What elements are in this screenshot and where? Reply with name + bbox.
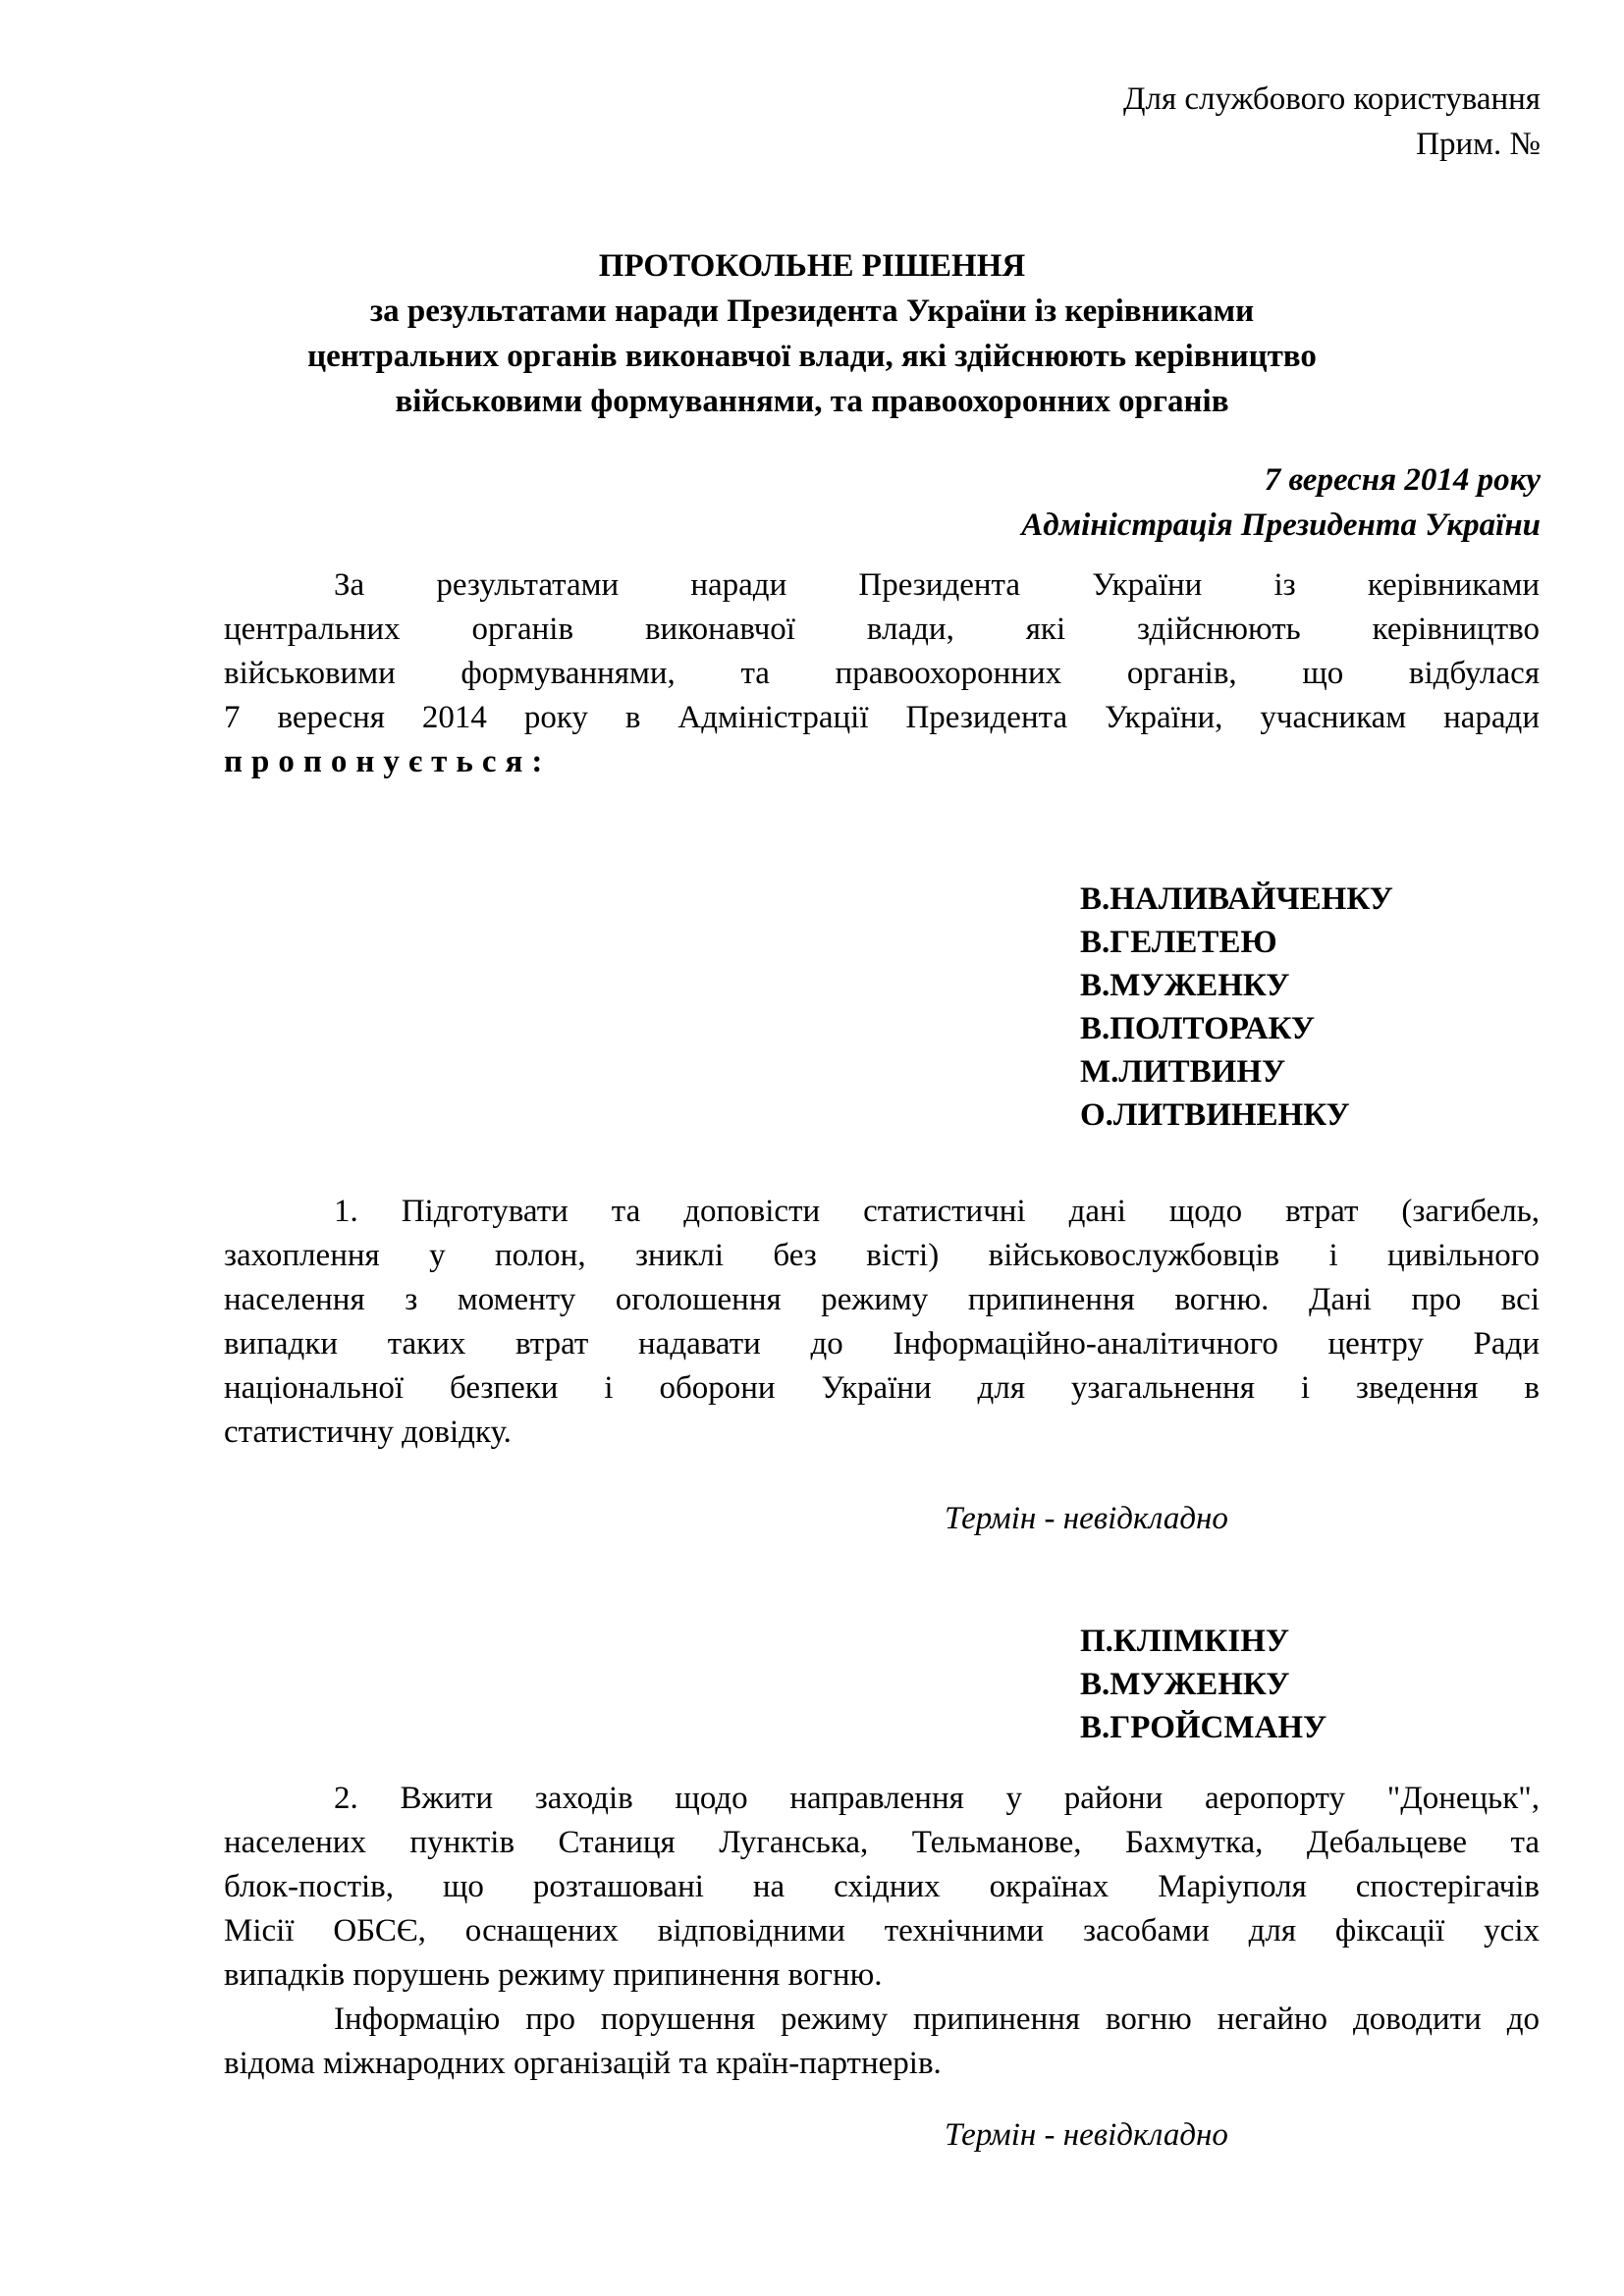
addressee-name: В.МУЖЕНКУ bbox=[1080, 968, 1290, 1003]
item-1-line-5: національної безпеки і оборони України для узагальнення і зведення в bbox=[224, 1370, 1540, 1406]
item-2-line-4: Місії ОБСЄ, оснащених відповідними технічними засобами для фіксації усіх bbox=[224, 1913, 1540, 1949]
item-2-line-3: блок-постів, що розташовані на східних окраїнах Маріуполя спостерігачів bbox=[224, 1869, 1540, 1904]
addressee-name: О.ЛИТВИНЕНКУ bbox=[1080, 1097, 1350, 1133]
item-1-line-1: 1. Підготувати та доповісти статистичні дані щодо втрат (загибель, bbox=[334, 1194, 1540, 1229]
item-2-line-1: 2. Вжити заходів щодо направлення у райони аеропорту "Донецьк", bbox=[334, 1781, 1540, 1816]
item-2-deadline: Термін - невідкладно bbox=[945, 2117, 1228, 2153]
addressee-name: В.МУЖЕНКУ bbox=[1080, 1667, 1290, 1702]
intro-line-2: центральних органів виконавчої влади, які здійснюють керівництво bbox=[224, 612, 1540, 647]
item-1-line-3: населення з моменту оголошення режиму припинення вогню. Дані про всі bbox=[224, 1282, 1540, 1317]
addressee-name: В.ГРОЙСМАНУ bbox=[1080, 1710, 1327, 1745]
copy-number-label: Прим. № bbox=[1416, 127, 1541, 162]
intro-line-1: За результатами наради Президента України із керівниками bbox=[334, 567, 1540, 603]
intro-paragraph bbox=[224, 563, 1540, 784]
addressee-name: В.ПОЛТОРАКУ bbox=[1080, 1011, 1316, 1046]
title-line-4: військовими формуваннями, та правоохоронних органів bbox=[395, 384, 1229, 419]
meeting-date: 7 вересня 2014 року bbox=[1264, 462, 1541, 498]
item-1-paragraph bbox=[224, 1190, 1540, 1455]
intro-line-3: військовими формуваннями, та правоохоронних органів, що відбулася bbox=[224, 656, 1540, 691]
meeting-place: Адміністрація Президента України bbox=[1021, 507, 1541, 543]
addressees-list-1 bbox=[1080, 878, 1393, 1137]
header-block bbox=[1123, 77, 1541, 167]
date-place-block bbox=[1021, 457, 1541, 548]
classification-label: Для службового користування bbox=[1122, 81, 1541, 117]
addressee-name: П.КЛІМКІНУ bbox=[1080, 1624, 1290, 1659]
item-2-line-2: населених пунктів Станиця Луганська, Тельманове, Бахмутка, Дебальцеве та bbox=[224, 1825, 1540, 1860]
title-line-1: ПРОТОКОЛЬНЕ РІШЕННЯ bbox=[598, 248, 1026, 284]
addressee-name: В.ГЕЛЕТЕЮ bbox=[1080, 925, 1277, 960]
item-1-line-4: випадки таких втрат надавати до Інформаційно-аналітичного центру Ради bbox=[224, 1326, 1540, 1362]
proposed-label: пропонується: bbox=[224, 744, 552, 779]
item-1-line-6: статистичну довідку. bbox=[224, 1415, 512, 1450]
addressees-list-2 bbox=[1080, 1620, 1326, 1749]
item-2-line-5: випадків порушень режиму припинення вогню. bbox=[224, 1957, 883, 1993]
document-title bbox=[0, 243, 1624, 424]
addressee-name: М.ЛИТВИНУ bbox=[1080, 1054, 1286, 1090]
addressee-name: В.НАЛИВАЙЧЕНКУ bbox=[1080, 881, 1393, 917]
intro-line-4: 7 вересня 2014 року в Адміністрації Президента України, учасникам наради bbox=[224, 700, 1540, 735]
item-2-info-line-1: Інформацію про порушення режиму припинення вогню негайно доводити до bbox=[334, 2002, 1540, 2037]
item-1-line-2: захоплення у полон, зниклі без вісті) військовослужбовців і цивільного bbox=[224, 1238, 1540, 1273]
title-line-3: центральних органів виконавчої влади, які здійснюють керівництво bbox=[307, 339, 1317, 374]
title-line-2: за результатами наради Президента України із керівниками bbox=[369, 294, 1255, 329]
item-2-info-line-2: відома міжнародних організацій та країн-партнерів. bbox=[224, 2046, 942, 2081]
item-1-deadline: Термін - невідкладно bbox=[945, 1501, 1228, 1536]
item-2-paragraph bbox=[224, 1777, 1540, 2086]
